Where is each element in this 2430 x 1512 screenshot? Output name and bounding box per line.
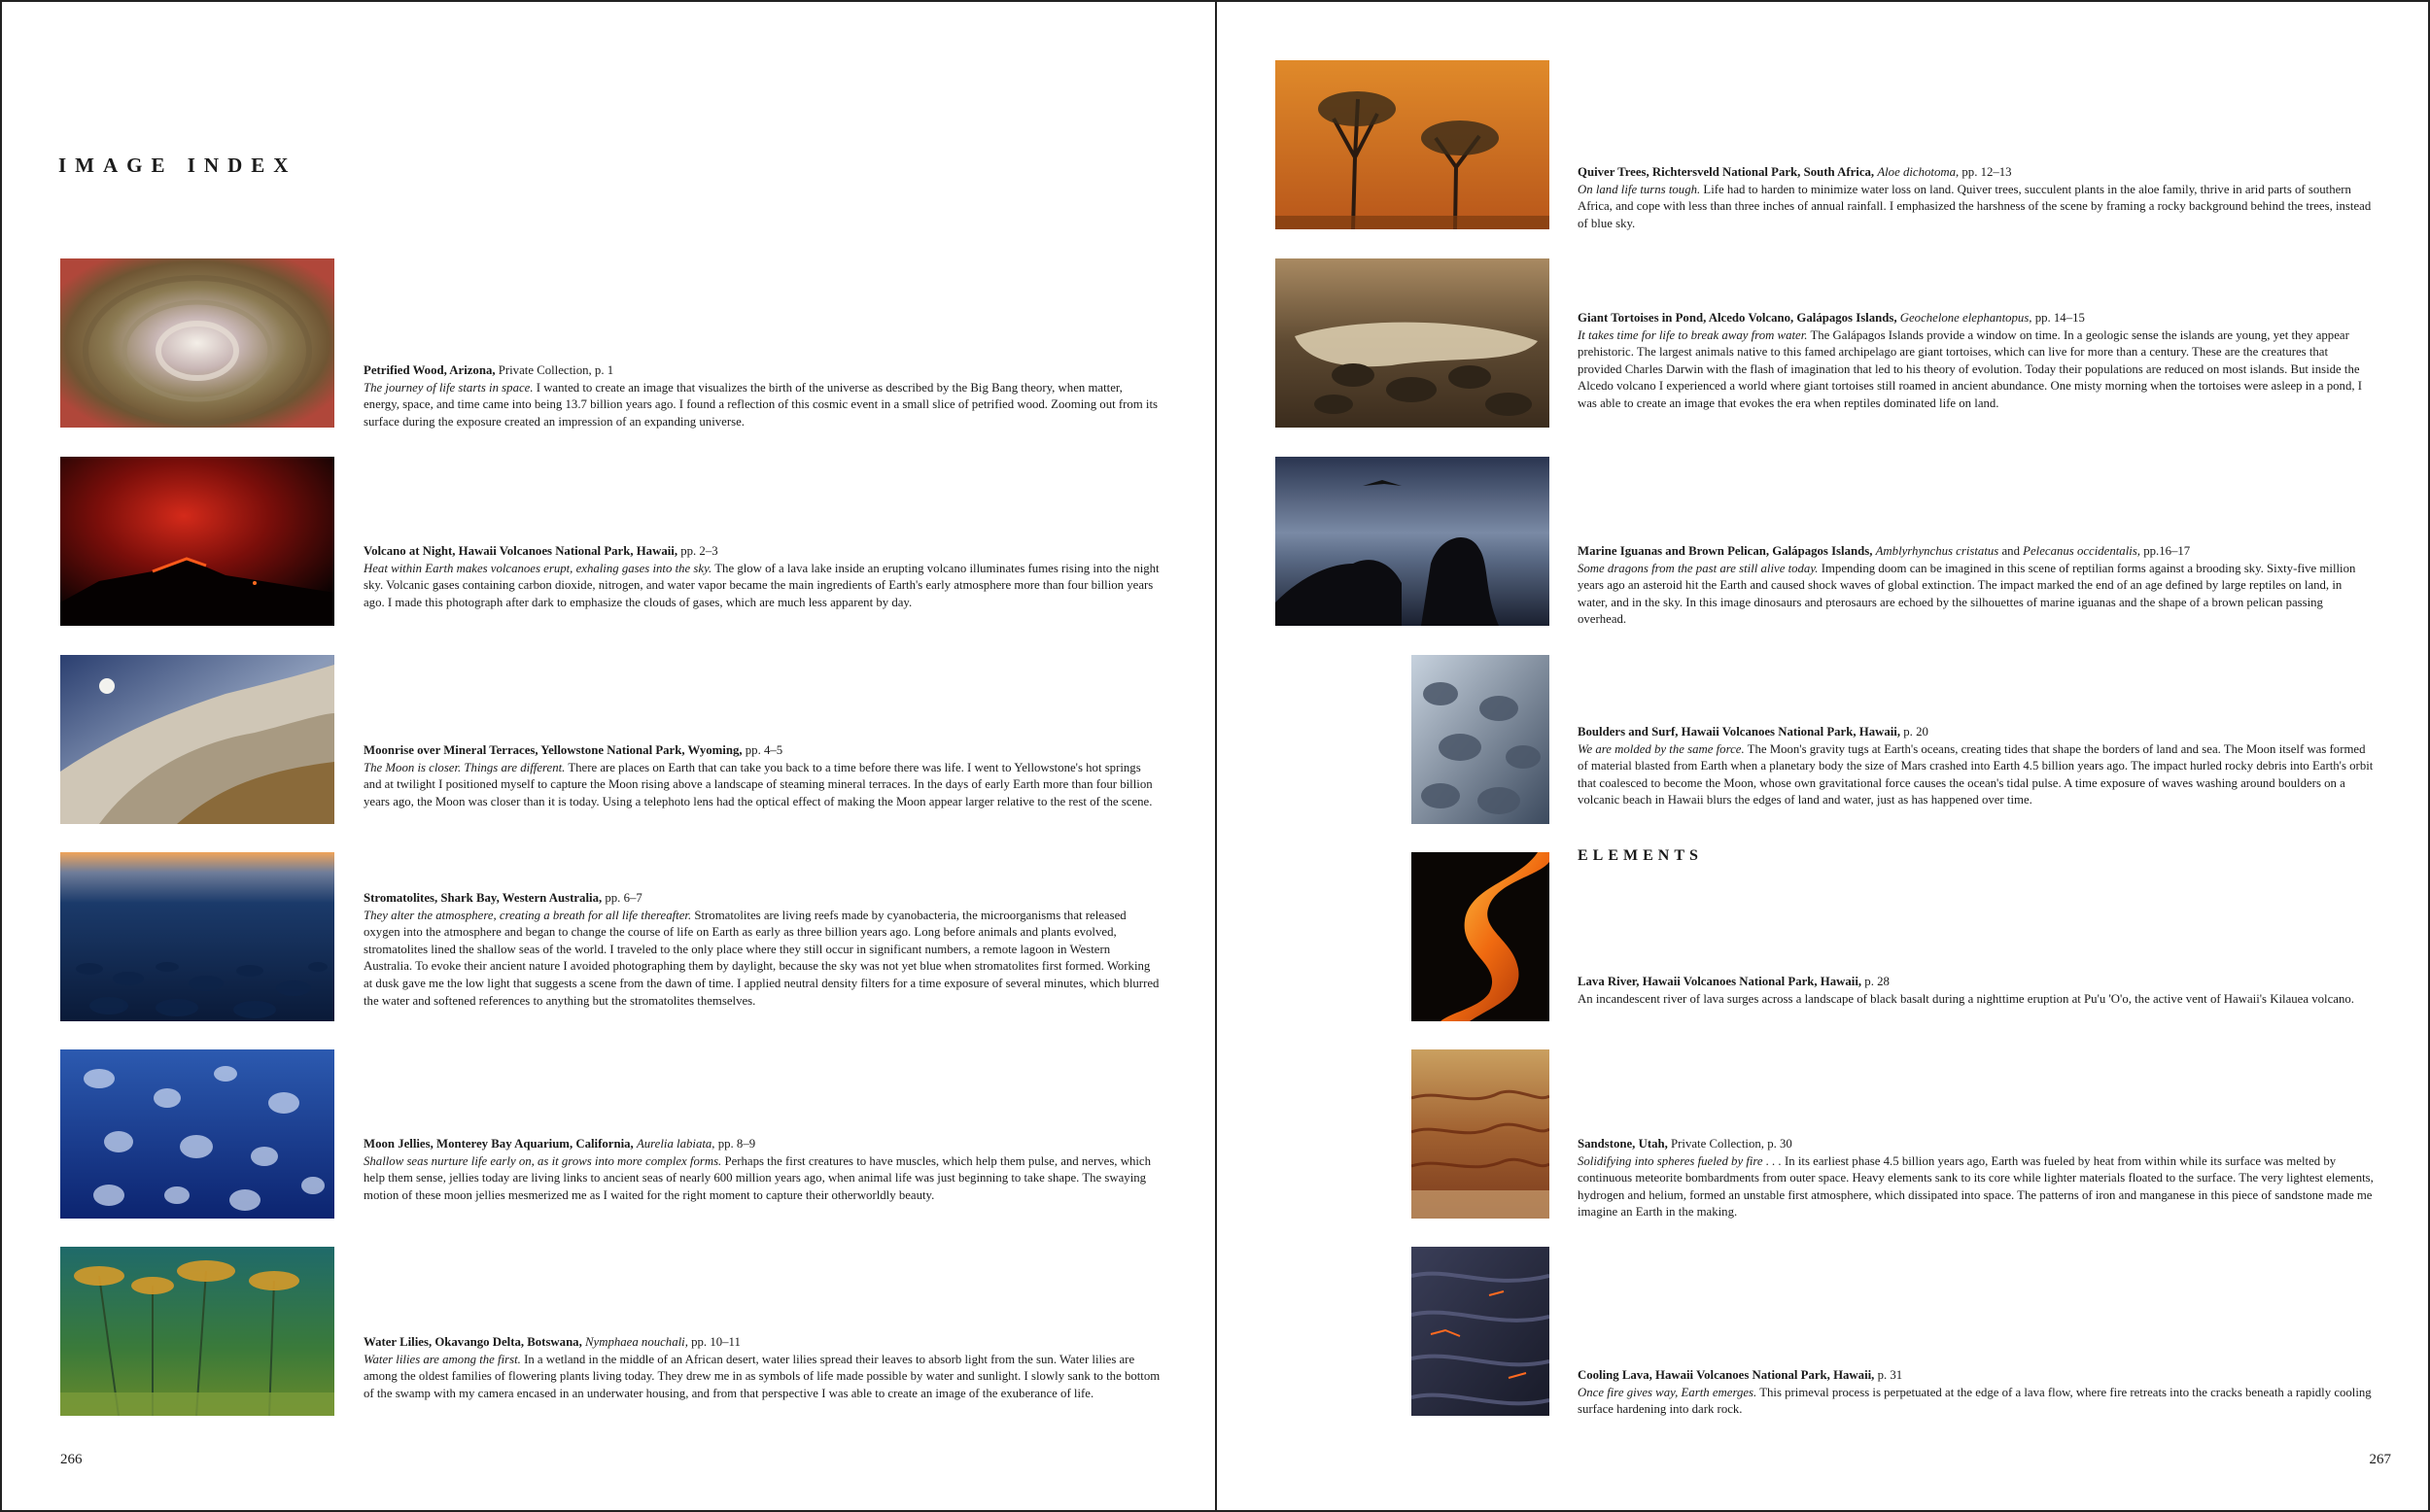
page-number: 266 (60, 1452, 83, 1467)
entry-collection: Private Collection, (1671, 1137, 1764, 1151)
entry-lead: Water lilies are among the first. (364, 1352, 521, 1366)
caption-sandstone (1578, 1136, 2375, 1221)
photo-marine-iguanas (1275, 457, 1549, 626)
entry-conjunction: and (2001, 544, 2020, 558)
entry-scientific-name: Geochelone elephantopus, (1899, 311, 2032, 325)
entry-pages: p. 1 (594, 363, 614, 377)
photo-boulders-and-surf (1411, 655, 1549, 824)
entry-title: Quiver Trees, Richtersveld National Park, South Africa, (1578, 165, 1875, 179)
entry-pages: pp. 14–15 (2034, 311, 2085, 325)
caption-lava-river (1578, 974, 2375, 1008)
caption-volcano-at-night (364, 543, 1161, 611)
entry-lead: On land life turns tough. (1578, 182, 1701, 196)
right-page (1215, 0, 2430, 1512)
entry-body: Impending doom can be imagined in this scene of reptilian forms against a brooding sky. Sixty-five million years ago an asteroid hit the Earth and caused shock waves of global extinction. The impact marked the end of an age defined by large reptiles on land, in water, and in the sky. In this image dinosaurs and pterosaurs are echoed by the silhouettes of marine iguanas and the shape of a brown pelican passing overhead. (1578, 561, 2356, 627)
entry-title: Petrified Wood, Arizona, (364, 363, 496, 377)
entry-body: There are places on Earth that can take you back to a time before there was life. I went to Yellowstone's hot springs and at twilight I positioned myself to capture the Moon rising above a landscape of steaming mineral terraces. In the days of early Earth more than four billion years ago, the Moon was closer than it is today. Using a telephoto lens had the optical effect of making the Moon appear larger relative to the rest of the scene. (364, 760, 1153, 808)
entry-title: Moonrise over Mineral Terraces, Yellowstone National Park, Wyoming, (364, 743, 743, 757)
entry-scientific-name: Amblyrhynchus cristatus (1875, 544, 1999, 558)
caption-moonrise (364, 742, 1161, 810)
entry-body: In its earliest phase 4.5 billion years ago, Earth was fueled by heat from within while its surface was melted by continuous meteorite bombardments from outer space. Heavy elements sank to its core while lighter materials floated to the surface. The very lightest elements, hydrogen and helium, formed an unstable first atmosphere, which dissipated into space. The patterns of iron and manganese in this piece of sandstone made me imagine an Earth in the making. (1578, 1153, 2374, 1220)
entry-body: Stromatolites are living reefs made by cyanobacteria, the microorganisms that released oxygen into the atmosphere and began to change the course of life on Earth as early as three billion years ago. Long before animals and plants evolved, stromatolites lined the shallow seas of the world. I traveled to the only place where they still occur in significant numbers, a remote lagoon in Western Australia. To evoke their ancient nature I avoided photographing them by daylight, because the sky was not yet blue when stromatolites first formed. Working at dusk gave me the low light that suggests a scene from the dawn of time. I applied neutral density filters for a time exposure of several minutes, which blurred the water and softened references to anything but the stromatolites themselves. (364, 908, 1160, 1008)
photo-water-lilies (60, 1247, 334, 1416)
section-heading-elements: ELEMENTS (1578, 847, 1703, 864)
entry-lead: Shallow seas nurture life early on, as it grows into more complex forms. (364, 1153, 722, 1168)
entry-pages: pp. 8–9 (717, 1137, 756, 1151)
entry-pages: p. 20 (1903, 725, 1928, 739)
entry-title: Cooling Lava, Hawaii Volcanoes National Park, Hawaii, (1578, 1368, 1875, 1382)
entry-title: Marine Iguanas and Brown Pelican, Galápagos Islands, (1578, 544, 1873, 558)
entry-collection: Private Collection, (498, 363, 592, 377)
entry-lead: We are molded by the same force. (1578, 741, 1745, 756)
entry-title: Volcano at Night, Hawaii Volcanoes National Park, Hawaii, (364, 544, 678, 558)
entry-body: In a wetland in the middle of an African desert, water lilies spread their leaves to absorb light from the sun. Water lilies are among the oldest families of flowering plants living today. They drew me in as symbols of life made possible by water and sunlight. I slowly sank to the bottom of the swamp with my camera encased in an underwater housing, and from that perspective I was able to create an image of the exuberance of life. (364, 1352, 1161, 1400)
entry-lead: Solidifying into spheres fueled by fire . . . (1578, 1153, 1782, 1168)
entry-title: Moon Jellies, Monterey Bay Aquarium, California, (364, 1137, 634, 1151)
entry-lead: The journey of life starts in space. (364, 380, 534, 395)
entry-body: The glow of a lava lake inside an erupting volcano illuminates fumes rising into the night sky. Volcanic gases containing carbon dioxide, nitrogen, and water vapor became the main ingredients of Earth's early atmosphere more than four billion years ago. I made this photograph after dark to emphasize the clouds of gases, which are much less apparent by day. (364, 561, 1160, 609)
entry-title: Giant Tortoises in Pond, Alcedo Volcano, Galápagos Islands, (1578, 311, 1897, 325)
photo-quiver-trees (1275, 60, 1549, 229)
entry-lead: The Moon is closer. Things are different. (364, 760, 566, 774)
entry-pages: p. 31 (1877, 1368, 1903, 1382)
photo-volcano-at-night (60, 457, 334, 626)
page-title: IMAGE INDEX (58, 154, 297, 177)
entry-lead: It takes time for life to break away from water. (1578, 327, 1808, 342)
entry-pages: p. 30 (1767, 1137, 1792, 1151)
entry-title: Sandstone, Utah, (1578, 1137, 1668, 1151)
entry-body: The Galápagos Islands provide a window on time. In a geologic sense the islands are young, yet they appear prehistoric. The largest animals native to this famed archipelago are giant tortoises, which can live for more than a century. These are the creatures that provided Charles Darwin with the flash of imagination that led to his theory of evolution. Today their populations are reduced on most islands. But inside the Alcedo volcano I experienced a world where giant tortoises still roamed in ancient abundance. One misty morning when the tortoises were asleep in a pond, I was able to create an image that evokes the era when reptiles dominated life on land. (1578, 327, 2363, 410)
entry-lead: They alter the atmosphere, creating a breath for all life thereafter. (364, 908, 692, 922)
entry-title: Boulders and Surf, Hawaii Volcanoes National Park, Hawaii, (1578, 725, 1901, 739)
entry-body: I wanted to create an image that visualizes the birth of the universe as described by the Big Bang theory, when matter, energy, space, and time came into being 13.7 billion years ago. I found a reflection of this cosmic event in a small slice of petrified wood. Zooming out from its surface during the exposure created an impression of an expanding universe. (364, 380, 1159, 429)
photo-cooling-lava (1411, 1247, 1549, 1416)
entry-scientific-name: Aurelia labiata, (636, 1137, 715, 1151)
caption-marine-iguanas (1578, 543, 2375, 629)
entry-pages: pp.16–17 (2143, 544, 2191, 558)
caption-stromatolites (364, 890, 1161, 1010)
caption-cooling-lava (1578, 1367, 2375, 1419)
caption-water-lilies (364, 1334, 1161, 1402)
photo-sandstone (1411, 1049, 1549, 1219)
entry-scientific-name: Aloe dichotoma, (1877, 165, 1960, 179)
photo-stromatolites (60, 852, 334, 1021)
entry-lead: Heat within Earth makes volcanoes erupt, exhaling gases into the sky. (364, 561, 712, 575)
entry-title: Stromatolites, Shark Bay, Western Australia, (364, 891, 603, 905)
caption-giant-tortoises (1578, 310, 2375, 413)
entry-body: This primeval process is perpetuated at the edge of a lava flow, where fire retreats into the cracks beneath a rapidly cooling surface hardening into dark rock. (1578, 1385, 2372, 1417)
entry-title: Water Lilies, Okavango Delta, Botswana, (364, 1335, 582, 1349)
photo-lava-river (1411, 852, 1549, 1021)
entry-pages: pp. 2–3 (680, 544, 718, 558)
caption-quiver-trees (1578, 164, 2375, 232)
entry-body: Life had to harden to minimize water loss on land. Quiver trees, succulent plants in the aloe family, thrive in arid parts of southern Africa, and cope with less than three inches of annual rainfall. I emphasized the harshness of the scene by framing a rocky background behind the trees, instead of blue sky. (1578, 182, 2372, 230)
entry-pages: pp. 10–11 (691, 1335, 741, 1349)
photo-moonrise-mineral-terraces (60, 655, 334, 824)
entry-pages: p. 28 (1864, 975, 1890, 988)
entry-title: Lava River, Hawaii Volcanoes National Park, Hawaii, (1578, 975, 1862, 988)
caption-moon-jellies (364, 1136, 1161, 1204)
entry-lead: Some dragons from the past are still alive today. (1578, 561, 1819, 575)
entry-body: Perhaps the first creatures to have muscles, which help them pulse, and nerves, which help them sense, jellies today are living links to ancient seas of nearly 600 million years ago, when animal life was just beginning to take shape. The swaying motion of these moon jellies mesmerized me as I waited for the right moment to capture their otherworldly beauty. (364, 1153, 1151, 1202)
caption-petrified-wood (364, 362, 1161, 430)
entry-body: An incandescent river of lava surges across a landscape of black basalt during a nighttime eruption at Pu'u 'O'o, the active vent of Hawaii's Kilauea volcano. (1578, 991, 2354, 1006)
page-number: 267 (2369, 1452, 2391, 1467)
entry-pages: pp. 12–13 (1961, 165, 2012, 179)
entry-pages: pp. 4–5 (745, 743, 783, 757)
entry-body: The Moon's gravity tugs at Earth's oceans, creating tides that shape the borders of land and sea. The Moon itself was formed of material blasted from Earth when a planetary body the size of Mars crashed into Earth 4.5 billion years ago. The impact hurled rocky debris into Earth's orbit that coalesced to become the Moon, whose own gravitational force causes the ocean's tidal pulse. A time exposure of waves washing around boulders on a volcanic beach in Hawaii blurs the edges of land and water, just as has happened over time. (1578, 741, 2374, 808)
photo-moon-jellies (60, 1049, 334, 1219)
entry-pages: pp. 6–7 (605, 891, 642, 905)
photo-giant-tortoises (1275, 258, 1549, 428)
entry-lead: Once fire gives way, Earth emerges. (1578, 1385, 1757, 1399)
caption-boulders-and-surf (1578, 724, 2375, 809)
entry-scientific-name-2: Pelecanus occidentalis, (2023, 544, 2140, 558)
photo-petrified-wood (60, 258, 334, 428)
entry-scientific-name: Nymphaea nouchali, (585, 1335, 688, 1349)
